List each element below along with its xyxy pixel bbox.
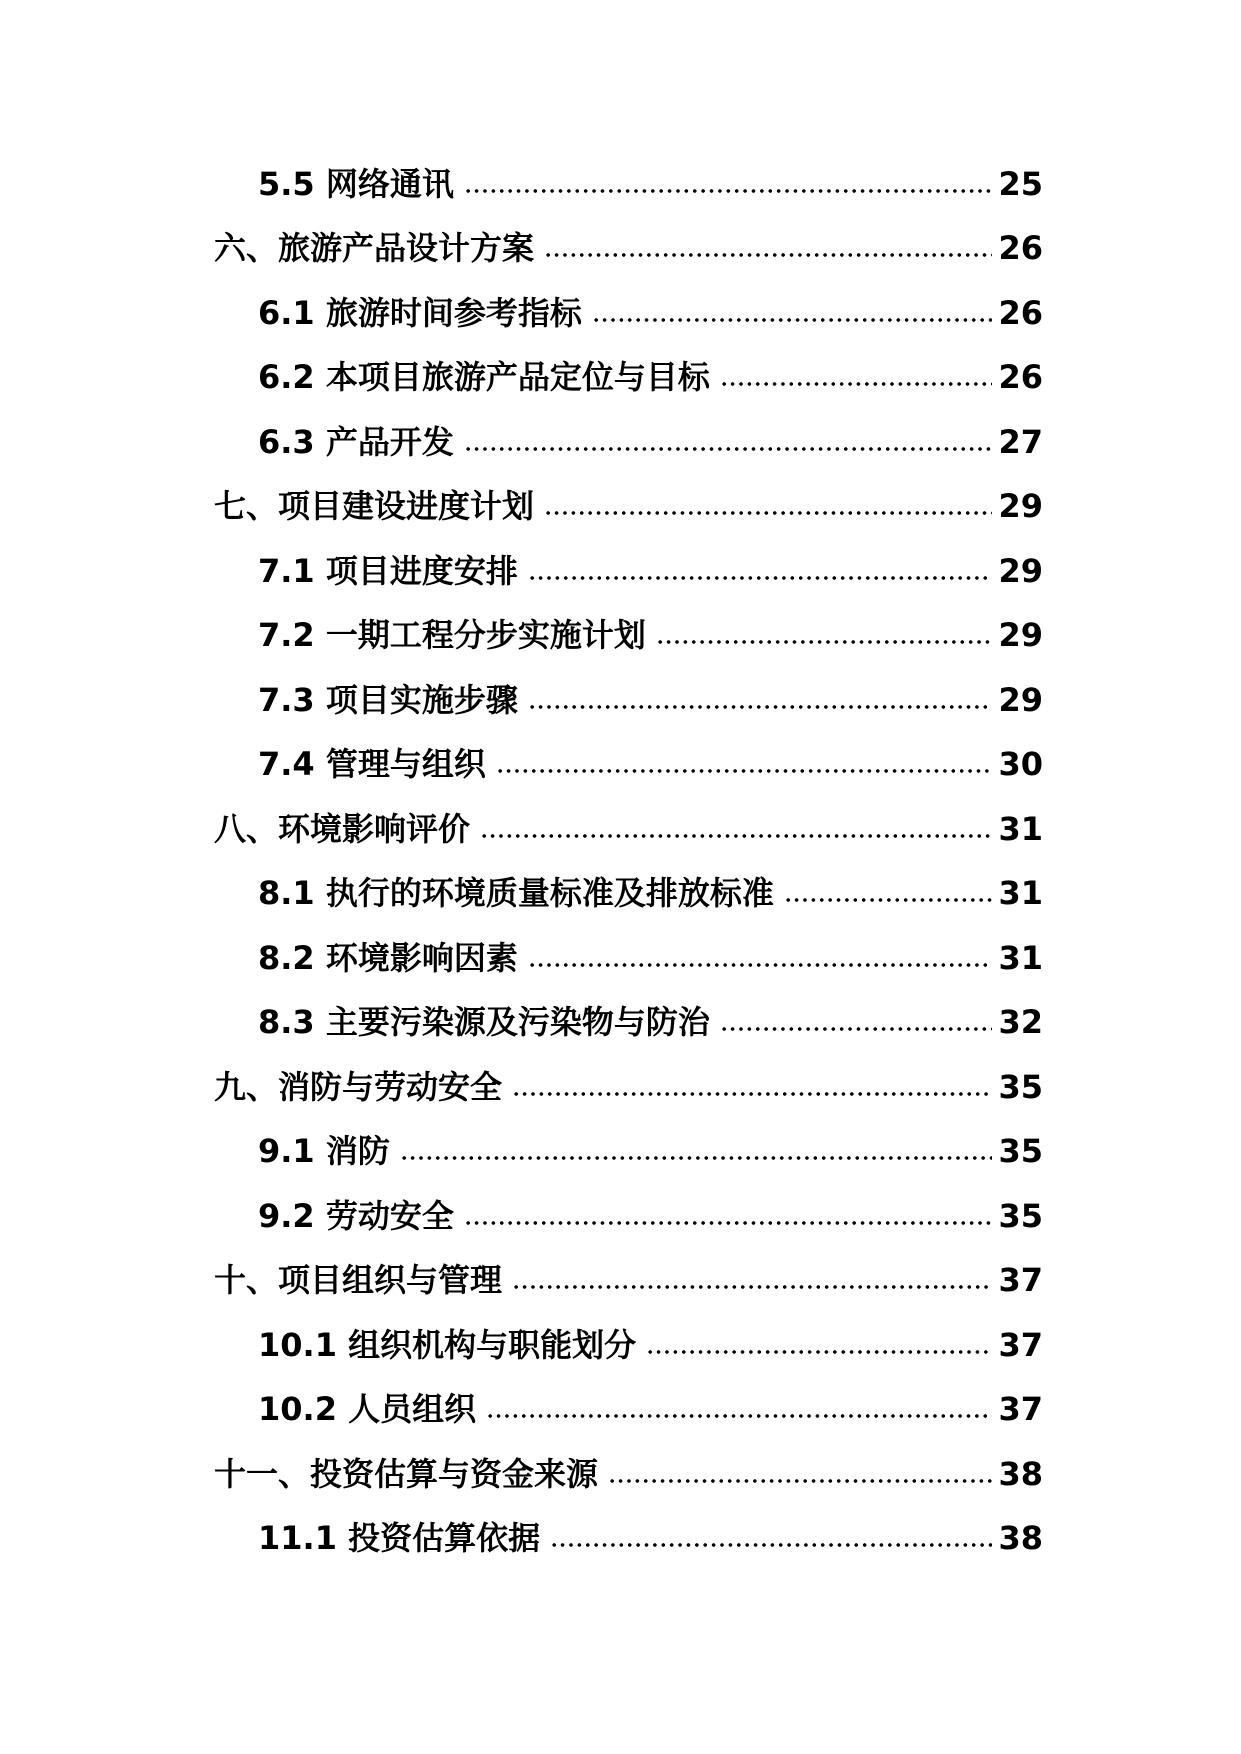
dot-leader [528, 963, 993, 967]
toc-entry-title: 5.5 网络通讯 [258, 165, 454, 203]
dot-leader [720, 1027, 993, 1031]
toc-entry-title: 7.2 一期工程分步实施计划 [258, 616, 646, 654]
toc-entry-chapter-9[interactable] [214, 1061, 1043, 1113]
dot-leader [784, 898, 993, 902]
toc-entry-title: 10.1 组织机构与职能划分 [258, 1326, 637, 1364]
toc-entry-9-2[interactable] [258, 1190, 1043, 1242]
toc-entry-page: 27 [998, 423, 1043, 461]
toc-entry-page: 37 [998, 1326, 1043, 1364]
toc-entry-page: 37 [998, 1390, 1043, 1428]
dot-leader [464, 189, 993, 193]
toc-entry-title: 10.2 人员组织 [258, 1390, 477, 1428]
toc-entry-page: 26 [998, 229, 1043, 267]
toc-entry-title: 6.3 产品开发 [258, 423, 454, 461]
toc-entry-title: 十、项目组织与管理 [214, 1261, 503, 1299]
toc-entry-6-2[interactable] [258, 351, 1043, 403]
dot-leader [608, 1479, 992, 1483]
toc-entry-chapter-7[interactable] [214, 480, 1043, 532]
toc-entry-page: 29 [998, 487, 1043, 525]
toc-entry-chapter-11[interactable] [214, 1448, 1043, 1500]
toc-entry-5-5[interactable] [258, 158, 1043, 210]
toc-entry-page: 29 [998, 616, 1043, 654]
toc-entry-title: 9.2 劳动安全 [258, 1197, 454, 1235]
toc-entry-7-1[interactable] [258, 545, 1043, 597]
toc-entry-page: 30 [998, 745, 1043, 783]
toc-entry-title: 8.1 执行的环境质量标准及排放标准 [258, 874, 774, 912]
toc-entry-page: 31 [998, 874, 1043, 912]
toc-entry-page: 38 [998, 1455, 1043, 1493]
dot-leader [528, 576, 993, 580]
dot-leader [544, 253, 992, 257]
toc-entry-10-2[interactable] [258, 1383, 1043, 1435]
toc-entry-8-3[interactable] [258, 996, 1043, 1048]
toc-entry-page: 32 [998, 1003, 1043, 1041]
toc-entry-title: 八、环境影响评价 [214, 810, 471, 848]
dot-leader [400, 1156, 993, 1160]
toc-entry-10-1[interactable] [258, 1319, 1043, 1371]
toc-entry-title: 6.1 旅游时间参考指标 [258, 294, 582, 332]
toc-entry-title: 六、旅游产品设计方案 [214, 229, 535, 267]
toc-entry-page: 38 [998, 1519, 1043, 1557]
toc-entry-title: 7.3 项目实施步骤 [258, 681, 518, 719]
toc-entry-page: 31 [998, 810, 1043, 848]
dot-leader [512, 1285, 992, 1289]
toc-entry-6-1[interactable] [258, 287, 1043, 339]
dot-leader [550, 1543, 992, 1547]
toc-entry-title: 7.4 管理与组织 [258, 745, 486, 783]
toc-entry-title: 7.1 项目进度安排 [258, 552, 518, 590]
dot-leader [486, 1414, 992, 1418]
toc-entry-6-3[interactable] [258, 416, 1043, 468]
dot-leader [464, 1221, 993, 1225]
dot-leader [496, 769, 993, 773]
toc-entry-8-1[interactable] [258, 867, 1043, 919]
toc-entry-page: 35 [998, 1132, 1043, 1170]
toc-entry-7-2[interactable] [258, 609, 1043, 661]
toc-entry-title: 9.1 消防 [258, 1132, 390, 1170]
toc-entry-page: 37 [998, 1261, 1043, 1299]
toc-entry-chapter-6[interactable] [214, 222, 1043, 274]
toc-entry-title: 七、项目建设进度计划 [214, 487, 535, 525]
toc-entry-title: 8.2 环境影响因素 [258, 939, 518, 977]
toc-entry-8-2[interactable] [258, 932, 1043, 984]
dot-leader [592, 318, 993, 322]
dot-leader [720, 382, 993, 386]
dot-leader [544, 511, 992, 515]
toc-entry-title: 十一、投资估算与资金来源 [214, 1455, 599, 1493]
toc-entry-page: 26 [998, 358, 1043, 396]
dot-leader [646, 1350, 992, 1354]
toc-entry-page: 29 [998, 681, 1043, 719]
toc-entry-title: 九、消防与劳动安全 [214, 1068, 503, 1106]
toc-entry-9-1[interactable] [258, 1125, 1043, 1177]
toc-entry-page: 26 [998, 294, 1043, 332]
toc-entry-11-1[interactable] [258, 1512, 1043, 1564]
toc-entry-chapter-10[interactable] [214, 1254, 1043, 1306]
toc-entry-7-3[interactable] [258, 674, 1043, 726]
toc-entry-title: 6.2 本项目旅游产品定位与目标 [258, 358, 710, 396]
dot-leader [656, 640, 993, 644]
dot-leader [480, 834, 992, 838]
toc-entry-page: 29 [998, 552, 1043, 590]
toc-entry-chapter-8[interactable] [214, 803, 1043, 855]
toc-entry-7-4[interactable] [258, 738, 1043, 790]
dot-leader [528, 705, 993, 709]
toc-entry-page: 31 [998, 939, 1043, 977]
toc-entry-page: 25 [998, 165, 1043, 203]
toc-entry-title: 8.3 主要污染源及污染物与防治 [258, 1003, 710, 1041]
dot-leader [464, 447, 993, 451]
dot-leader [512, 1092, 992, 1096]
toc-entry-page: 35 [998, 1068, 1043, 1106]
toc-entry-title: 11.1 投资估算依据 [258, 1519, 541, 1557]
toc-entry-page: 35 [998, 1197, 1043, 1235]
